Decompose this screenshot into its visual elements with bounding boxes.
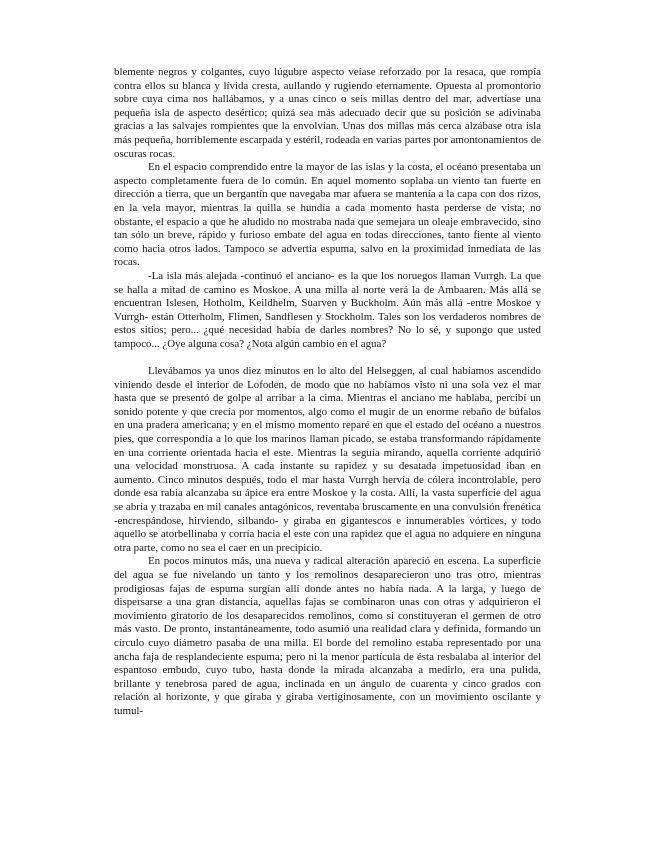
paragraph-current-forms: Llevábamos ya unos diez minutos en lo alto del Helseggen, al cual habíamos ascendido viniendo desde el interior de Lofoden, de modo que no habíamos visto ni una sola vez el mar hasta que se presentó de golpe al arribar a la cima. Mientras el anciano me hablaba, percibí un sonido potente y que crecía por momentos, algo como el mugir de un enorme rebaño de búfalos en una pradera americana; y en el mismo momento reparé en que el estado del océano a nuestros pies, que correspondía a lo que los marinos llaman picado, se estaba transformando rápidamente en una corriente orientada hacia el este. Mientras la seguía mirando, aquella corriente adquirió una velocidad monstruosa. A cada instante su rapidez y su desatada impetuosidad iban en aumento. Cinco minutos después, todo el mar hasta Vurrgh hervía de cólera incontrolable, pero donde esa rabia alcanzaba su ápice era entre Moskoe y la costa. Allí, la vasta superficie del agua se abría y trazaba en mil canales antagónicos, reventaba bruscamente en una convulsión frenética -encrespándose, hirviendo, silbando- y giraba en gigantescos e innumerables vórtices, y todo aquello se atorbellinaba y corría hacia el este con una rapidez que el agua no adquiere en ninguna otra parte, como no sea el caer en un precipicio.: [114, 365, 541, 554]
body-text: [114, 66, 541, 719]
paragraph-whirlpool: En pocos minutos más, una nueva y radical alteración apareció en escena. La superficie del agua se fue nivelando un tanto y los remolinos desaparecieron uno tras otro, mientras prodigiosas fajas de espuma surgían allí donde antes no había nada. A la larga, y luego de dispersarse a una gran distancia, aquellas fajas se combinaron unas con otras y adquirieron el movimiento giratorio de los desaparecidos remolinos, como si constituyeran el germen de otro más vasto. De pronto, instantáneamente, todo asumió una realidad clara y definida, formando un círculo cuyo diámetro pasaba de una milla. El borde del remolino estaba representado por una ancha faja de resplandeciente espuma; pero ni la menor partícula de ésta resbalaba al interior del espantoso embudo, cuyo tubo, hasta donde la mirada alcanzaba a medirlo, era una pulida, brillante y tenebrosa pared de agua, inclinada en un ángulo de cuarenta y cinco grados con relación al horizonte, y que giraba y giraba vertiginosamente, con un movimiento oscilante y tumul-: [114, 555, 541, 717]
paragraph-continuation: blemente negros y colgantes, cuyo lúgubre aspecto veíase reforzado por la resaca, que rompía contra ellos su blanca y lívida cresta, aullando y rugiendo eternamente. Opuesta al promontorio sobre cuya cima nos hallábamos, y a unas cinco o seis millas dentro del mar, advertíase una pequeña isla de aspecto desértico; quizá sea más adecuado decir que su posición se adivinaba gracias a las salvajes rompientes que la envolvían. Unas dos millas más cerca alzábase otra isla más pequeña, horriblemente escarpada y estéril, rodeada en varias partes por amontonamientos de oscuras rocas.: [114, 66, 541, 160]
paragraph-island-names: -La isla más alejada -continuó el anciano- es la que los noruegos llaman Vurrgh. La que se halla a mitad de camino es Moskoe. A una milla al norte verá la de Ambaaren. Más allá se encuentran Islesen, Hotholm, Keildhelm, Suarven y Buckholm. Aún más allá -entre Moskoe y Vurrgh- están Otterholm, Flimen, Sandflesen y Stockholm. Tales son los verdaderos nombres de estos sitios; pero... ¿qué necesidad había de darles nombres? No lo sé, y supongo que usted tampoco... ¿Oye alguna cosa? ¿Nota algún cambio en el agua?: [114, 269, 541, 350]
paragraph-ocean-description: En el espacio comprendido entre la mayor de las islas y la costa, el océano presentaba un aspecto completamente fuera de lo común. En aquel momento soplaba un viento tan fuerte en dirección a tierra, que un bergantín que navegaba mar afuera se mantenía a la capa con dos rizos, en la vela mayor, mientras la quilla se hundía a cada momento hasta perderse de vista; no obstante, el espacio a que he aludido no mostraba nada que semejara un oleaje embravecido, sino tan sólo un breve, rápido y furioso embate del agua en todas direcciones, tanto fiente al viento como hacia otros lados. Tampoco se advertía espuma, salvo en la proximidad inmediata de las rocas.: [114, 161, 541, 269]
